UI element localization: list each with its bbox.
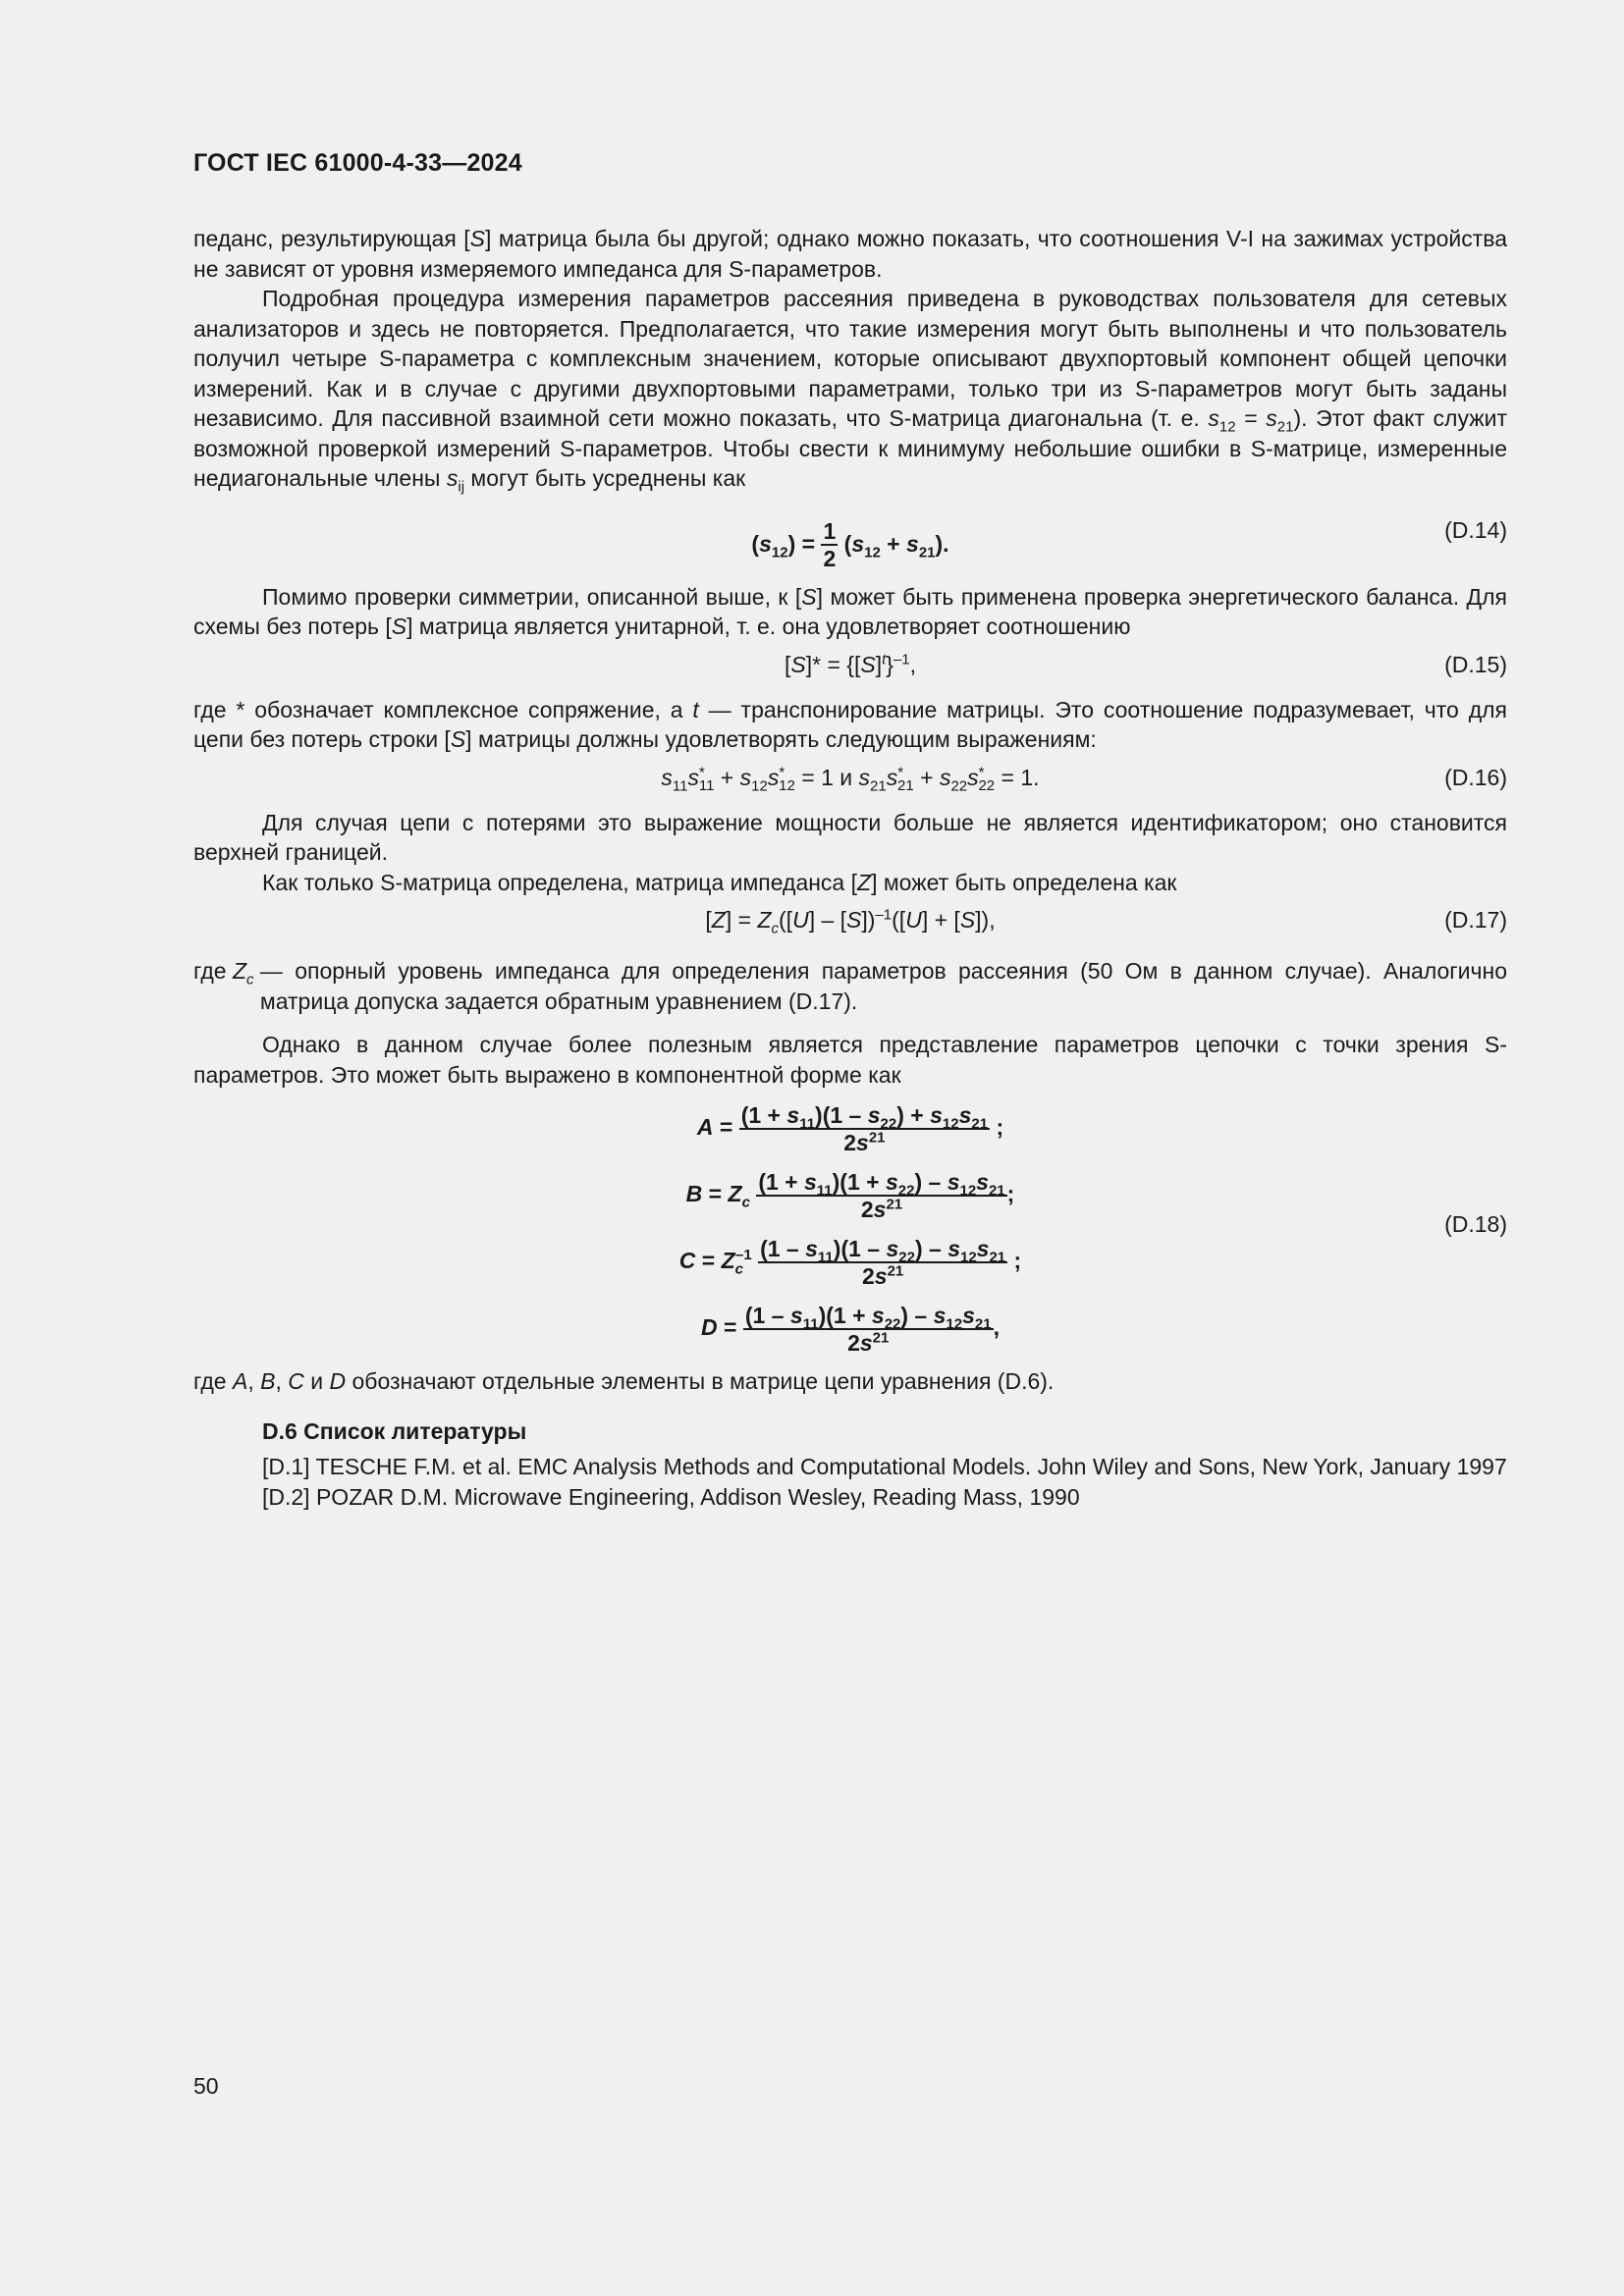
paragraph-2: Подробная процедура измерения параметров рассеяния приведена в руководствах пользователя для сетевых анализаторов и здесь не повторяется. Предполагается, что такие измерения могут быть выполнены и что пользователь получил четыре S-параметра с комплексным значением, которые описывают двухпортовый компонент общей цепочки измерений. Как и в случае с другими двухпортовыми параметрами, только три из S-параметров могут быть заданы независимо. Для пассивной взаимной сети можно показать, что S-матрица диагональна (т. е. $s_{12} = s_{21}$). Этот факт служит возможной проверкой измерений S-параметров. Чтобы свести к минимуму небольшие ошибки в S-матрице, измеренные недиагональные члены $s_{ij}$ могут быть усреднены как (193, 286, 1507, 496)
section-heading: D.6 Список литературы (262, 1417, 527, 1444)
equation-d18-c: $C = Z_c^{-1}$ $\frac{(1 - s_{11})(1 - s_{22}) - s_{12}s_{21}}{2s^{21}}$ ; (678, 1235, 1022, 1289)
equation-number: (D.16) (1444, 764, 1507, 790)
paragraph-6: Как только S-матрица определена, матрица импеданса [Z] может быть определена как (262, 869, 1177, 895)
equation-number: (D.15) (1444, 651, 1507, 677)
equation-d16: $s_{11}s^*_{11} + s_{12}s^*_{12} = 1$ и $s_{21}s^*_{21} + s_{22}s^*_{22} = 1$. (D.16) (661, 763, 1507, 795)
paragraph-4: где * обозначает комплексное сопряжение, а t — транспонирование матрицы. Это соотношение подразумевает, что для цепи без потерь строки [S] матрицы должны удовлетворять следующим выражениям: (193, 696, 1507, 752)
paragraph-5: Для случая цепи с потерями это выражение мощности больше не является идентификатором; оно становится верхней границей. (193, 809, 1507, 865)
reference-1: [D.1] TESCHE F.M. et al. EMC Analysis Methods and Computational Models. John Wiley and Sons, New York, January 1997 (262, 1454, 1507, 1479)
paragraph-9: где A, B, C и D обозначают отдельные элементы в матрице цепи уравнения (D.6). (193, 1368, 1055, 1394)
page-number: 50 (193, 2073, 219, 2099)
paragraph-3: Помимо проверки симметрии, описанной выше, к [S] может быть применена проверка энергетического баланса. Для схемы без потерь [S] матрица является унитарной, т. е. она удовлетворяет соотношению (193, 583, 1507, 639)
equation-number: (D.14) (1444, 516, 1507, 543)
equation-d15: $[S]* = \{[S]^t\}^{-1}$, (D.15) (193, 650, 1507, 683)
reference-2: [D.2] POZAR D.M. Microwave Engineering, Addison Wesley, Reading Mass, 1990 (262, 1483, 1080, 1510)
document-header: ГОСТ IEC 61000-4-33—2024 (193, 149, 522, 177)
equation-number: (D.18) (1444, 1211, 1507, 1237)
equation-d18-b: $B = Z_c$ $\frac{(1 + s_{11})(1 + s_{22}) - s_{12}s_{21}}{2s^{21}}$ ; (685, 1168, 1015, 1222)
equation-d17: $[Z] = Z_c([U] - [S])^{-1}([U] + [S])$, (D.17) (705, 906, 1507, 937)
paragraph-7: где $Z_c$ — опорный уровень импеданса для определения параметров рассеяния (50 Ом в данном случае). Аналогично матрица допуска задается обратным уравнением (D.17). (193, 958, 1507, 1014)
equation-d14: $(s_{12})$ = $\frac{1}{2}$ $(s_{12} + s_{21})$. (D.14) (193, 515, 1507, 572)
paragraph-1: педанс, результирующая [S] матрица была бы другой; однако можно показать, что соотношения V-I на зажимах устройства не зависят от уровня измеряемого импеданса для S-параметров. (193, 226, 1507, 282)
document-page (193, 0, 1507, 2296)
equation-d18-a: A = $\frac{(1 + s_{11})(1 - s_{22}) + s_{12}s_{21}}{2s^{21}}$ ; (696, 1101, 1004, 1155)
equation-number: (D.17) (1444, 907, 1507, 933)
equation-d18-d: D = $\frac{(1 - s_{11})(1 + s_{22}) - s_{12}s_{21}}{2s^{21}}$ , (701, 1302, 1000, 1356)
document-body (193, 224, 1507, 1512)
equation-d18 (193, 1094, 1507, 1361)
paragraph-8: Однако в данном случае более полезным является представление параметров цепочки с точки зрения S-параметров. Это может быть выражено в компонентной форме как (193, 1032, 1507, 1088)
